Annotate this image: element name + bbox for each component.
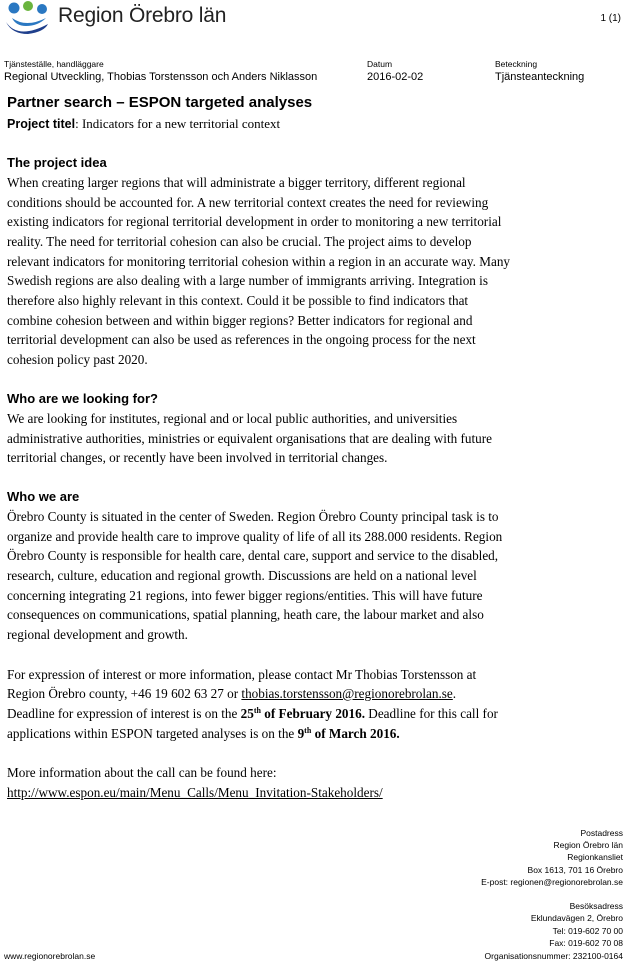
visit-fax: Fax: 019-602 70 08 — [549, 938, 623, 948]
contact-text: . — [452, 686, 457, 701]
date-label: Datum — [367, 59, 393, 69]
looking-heading: Who are we looking for? — [7, 391, 158, 406]
designation-value: Tjänsteanteckning — [495, 71, 585, 83]
contact-text: Region Örebro county, +46 19 602 63 27 or — [7, 686, 242, 701]
paragraph-line: research, culture, education and regional growth. Discussions are held on a national level — [7, 568, 477, 583]
paragraph-line: administrative authorities, ministries or equivalent organisations that are dealing with future — [7, 431, 493, 446]
visit-phone: Tel: 019-602 70 00 — [552, 926, 623, 936]
paragraph-line: territorial changes, or recently have been involved in territorial changes. — [7, 450, 388, 465]
unit-label: Tjänsteställe, handläggare — [4, 59, 104, 69]
paragraph-line: combine cohesion between and within bigger regions? Better indicators for regional and — [7, 313, 473, 328]
more-info-line: More information about the call can be found here: — [7, 765, 277, 780]
paragraph-line: concerning integrating 21 regions, into fewer bigger regions/entities. This will have future — [7, 588, 483, 603]
postal-label: Postadress — [580, 828, 623, 838]
visit-label: Besöksadress — [569, 901, 623, 911]
idea-heading: The project idea — [7, 155, 107, 170]
paragraph-line: We are looking for institutes, regional and or local public authorities, and universities — [7, 411, 458, 426]
project-title-value: : Indicators for a new territorial context — [75, 116, 281, 131]
deadline-line — [7, 706, 498, 722]
project-title — [7, 116, 280, 132]
postal-line: Box 1613, 701 16 Örebro — [527, 865, 623, 875]
designation-label: Beteckning — [495, 59, 538, 69]
deadline-text: Deadline for this call for — [365, 706, 498, 721]
paragraph-line: therefore also highly relevant in this context. Could it be possible to find indicators that — [7, 293, 469, 308]
paragraph-line: When creating larger regions that will administrate a bigger territory, different regional — [7, 175, 466, 190]
postal-line: Region Örebro län — [553, 840, 623, 850]
postal-email: E-post: regionen@regionorebrolan.se — [481, 877, 623, 887]
logo-mark-icon — [6, 1, 48, 34]
contact-email-link[interactable]: thobias.torstensson@regionorebrolan.se — [241, 686, 453, 701]
deadline-date: 25th of February 2016. — [240, 706, 365, 721]
paragraph-line: existing indicators for regional territorial development in order to monitoring a new territorial — [7, 214, 502, 229]
paragraph-line: Örebro County is responsible for health care, dental care, support and service to the disabled, — [7, 548, 499, 563]
paragraph-line: Swedish regions are also dealing with a large number of immigrants arriving. Integration is — [7, 273, 488, 288]
paragraph-line: regional development and growth. — [7, 627, 188, 642]
espon-call-link[interactable]: http://www.espon.eu/main/Menu_Calls/Menu_Invitation-Stakeholders/ — [7, 785, 383, 800]
deadline-date: 9th of March 2016. — [297, 726, 400, 741]
document-title: Partner search – ESPON targeted analyses — [7, 94, 313, 111]
project-title-label: Project titel — [7, 117, 76, 131]
date-value: 2016-02-02 — [367, 71, 424, 83]
deadline-line — [7, 726, 400, 742]
deadline-text: Deadline for expression of interest is on the — [7, 706, 241, 721]
paragraph-line: conditions should be accounted for. A new territorial context creates the need for reviewing — [7, 195, 489, 210]
paragraph-line: reality. The need for territorial cohesion can also be crucial. The project aims to develop — [7, 234, 472, 249]
who-heading: Who we are — [7, 489, 80, 504]
page-number: 1 (1) — [600, 13, 621, 24]
org-number: Organisationsnummer: 232100-0164 — [484, 951, 623, 961]
paragraph-line: organize and provide health care to improve quality of life of all its 288.000 residents. Region — [7, 529, 503, 544]
more-info-link-line — [7, 785, 383, 801]
paragraph-line: relevant indicators for monitoring territorial cohesion within a region in an accurate way. Many — [7, 254, 511, 269]
visit-line: Eklundavägen 2, Örebro — [530, 913, 623, 923]
paragraph-line: consequences on communications, spatial planning, heath care, the labour market and also — [7, 607, 484, 622]
logo-text: Region Örebro län — [58, 4, 227, 27]
unit-value: Regional Utveckling, Thobias Torstensson och Anders Niklasson — [4, 71, 318, 83]
paragraph-line: Örebro County is situated in the center of Sweden. Region Örebro County principal task is to — [7, 509, 499, 524]
contact-line: For expression of interest or more information, please contact Mr Thobias Torstensson at — [7, 667, 477, 682]
paragraph-line: cohesion policy past 2020. — [7, 352, 148, 367]
contact-line — [7, 686, 456, 702]
paragraph-line: territorial development can also be used as references in the ongoing process for the next — [7, 332, 476, 347]
postal-line: Regionkansliet — [567, 852, 623, 862]
website-url: www.regionorebrolan.se — [4, 951, 96, 961]
deadline-text: applications within ESPON targeted analyses is on the — [7, 726, 298, 741]
